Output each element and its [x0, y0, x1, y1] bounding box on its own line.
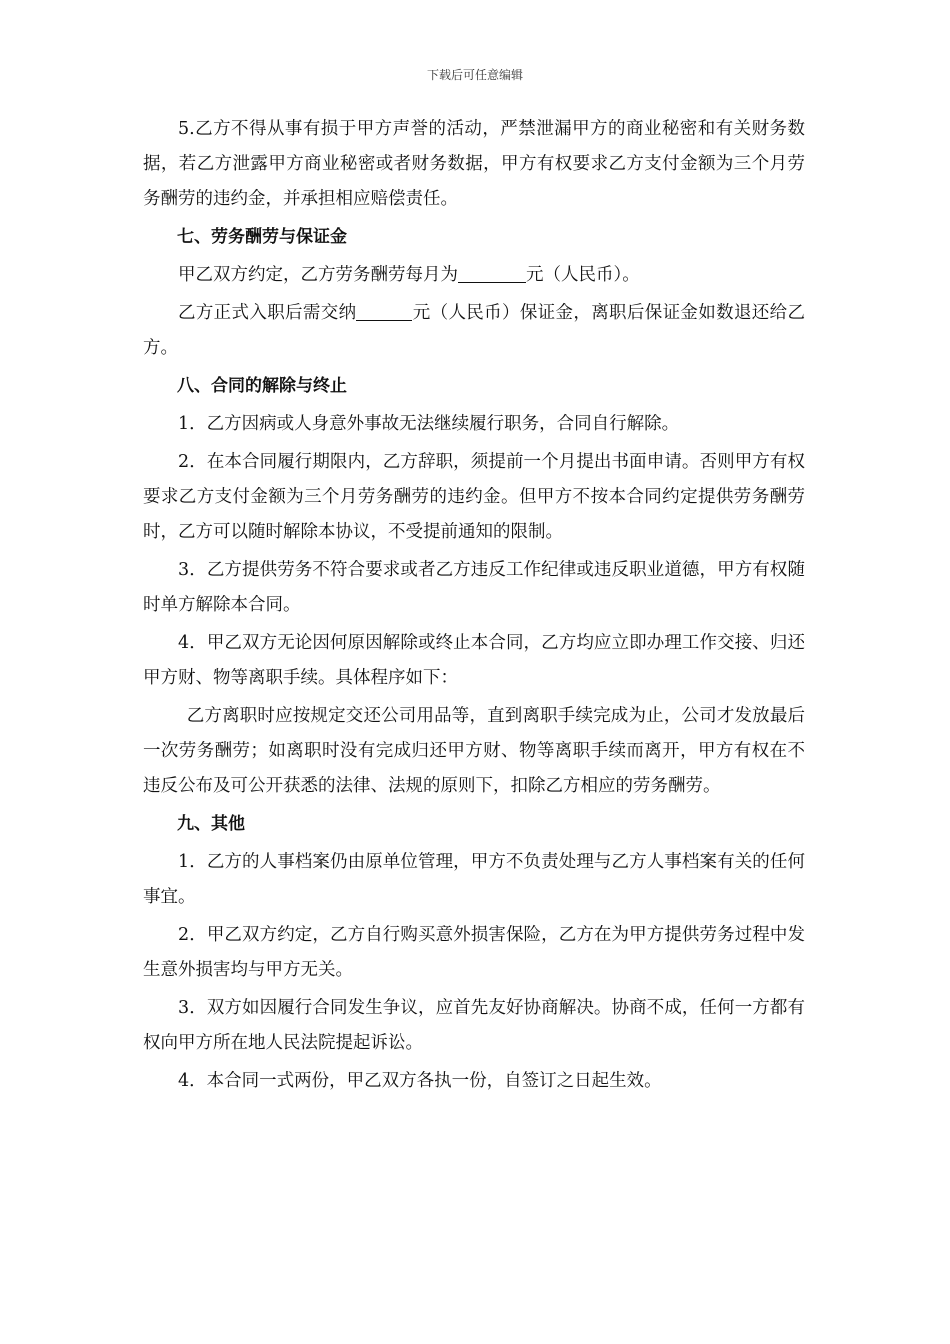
deposit-paragraph: [143, 296, 805, 366]
contract-body: [143, 112, 805, 1102]
deposit-text-before: 乙方正式入职后需交纳: [178, 303, 357, 323]
deposit-blank: [356, 300, 412, 321]
procedure-paragraph: 乙方离职时应按规定交还公司用品等，直到离职手续完成为止，公司才发放最后一次劳务酬劳；如离职时没有完成归还甲方财、物等离职手续而离开，甲方有权在不违反公布及可公开获悉的法律、法规的原则下，扣除乙方相应的劳务酬劳。: [143, 706, 805, 796]
section-heading: 九、其他: [177, 814, 245, 834]
clause-paragraph: 4．本合同一式两份，甲乙双方各执一份，自签订之日起生效。: [178, 1071, 662, 1091]
salary-text-before: 甲乙双方约定，乙方劳务酬劳每月为: [178, 265, 458, 285]
salary-blank: [458, 262, 526, 283]
clause-paragraph: 2．甲乙双方约定，乙方自行购买意外损害保险，乙方在为甲方提供劳务过程中发生意外损害均与甲方无关。: [143, 925, 805, 980]
salary-paragraph: [143, 258, 805, 293]
clause-paragraph: 1．乙方的人事档案仍由原单位管理，甲方不负责处理与乙方人事档案有关的任何事宜。: [143, 852, 805, 907]
clause-paragraph: 1．乙方因病或人身意外事故无法继续履行职务，合同自行解除。: [178, 414, 680, 434]
clause-paragraph: 3．双方如因履行合同发生争议，应首先友好协商解决。协商不成，任何一方都有权向甲方所在地人民法院提起诉讼。: [143, 998, 805, 1053]
section-heading: 七、劳务酬劳与保证金: [177, 227, 347, 247]
salary-text-after: 元（人民币）。: [526, 265, 640, 285]
clause-paragraph: 5.乙方不得从事有损于甲方声誉的活动，严禁泄漏甲方的商业秘密和有关财务数据，若乙方泄露甲方商业秘密或者财务数据，甲方有权要求乙方支付金额为三个月劳务酬劳的违约金，并承担相应赔偿责任。: [143, 119, 805, 209]
deposit-text-after: 元（人民币）保证金，离职后保证金如数退还给乙方。: [143, 303, 805, 358]
clause-paragraph: 2．在本合同履行期限内，乙方辞职，须提前一个月提出书面申请。否则甲方有权要求乙方支付金额为三个月劳务酬劳的违约金。但甲方不按本合同约定提供劳务酬劳时，乙方可以随时解除本协议，不受提前通知的限制。: [143, 452, 805, 542]
clause-paragraph: 4．甲乙双方无论因何原因解除或终止本合同，乙方均应立即办理工作交接、归还甲方财、物等离职手续。具体程序如下：: [143, 633, 805, 688]
page-header: 下载后可任意编辑: [426, 68, 523, 82]
clause-paragraph: 3．乙方提供劳务不符合要求或者乙方违反工作纪律或违反职业道德，甲方有权随时单方解除本合同。: [143, 560, 805, 615]
section-heading: 八、合同的解除与终止: [177, 376, 347, 396]
